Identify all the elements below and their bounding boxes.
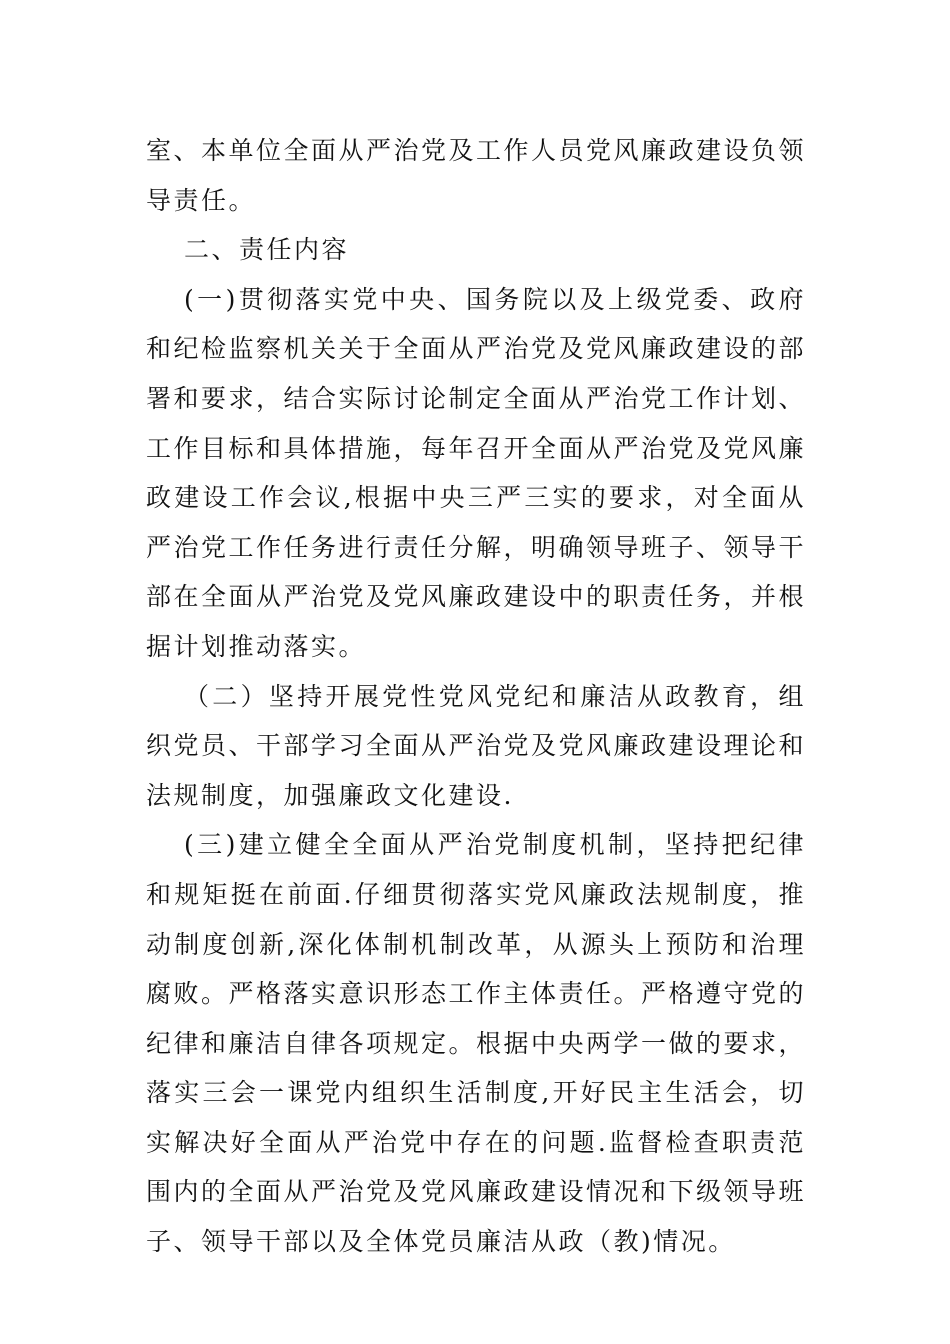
document-body <box>146 126 806 1267</box>
section-heading-responsibility-content: 二、责任内容 <box>184 235 350 265</box>
paragraph-item-2: （二）坚持开展党性党风党纪和廉洁从政教育，组织党员、干部学习全面从严治党及党风廉政建设理论和法规制度，加强廉政文化建设. <box>146 681 807 810</box>
paragraph-item-1: (一)贯彻落实党中央、国务院以及上级党委、政府和纪检监察机关关于全面从严治党及党风廉政建设的部署和要求，结合实际讨论制定全面从严治党工作计划、工作目标和具体措施，每年召开全面从严治党及党风廉政建设工作会议,根据中央三严三实的要求，对全面从严治党工作任务进行责任分解，明确领导班子、领导干部在全面从严治党及党风廉政建设中的职责任务，并根据计划推动落实。 <box>146 284 807 661</box>
paragraph-item-3: (三)建立健全全面从严治党制度机制，坚持把纪律和规矩挺在前面.仔细贯彻落实党风廉政法规制度，推动制度创新,深化体制机制改革，从源头上预防和治理腐败。严格落实意识形态工作主体责任。严格遵守党的纪律和廉洁自律各项规定。根据中央两学一做的要求，落实三会一课党内组织生活制度,开好民主生活会，切实解决好全面从严治党中存在的问题.监督检查职责范围内的全面从严治党及党风廉政建设情况和下级领导班子、领导干部以及全体党员廉洁从政（教)情况。 <box>146 830 807 1257</box>
paragraph-responsibility-continuation: 室、本单位全面从严治党及工作人员党风廉政建设负领导责任。 <box>146 136 807 215</box>
